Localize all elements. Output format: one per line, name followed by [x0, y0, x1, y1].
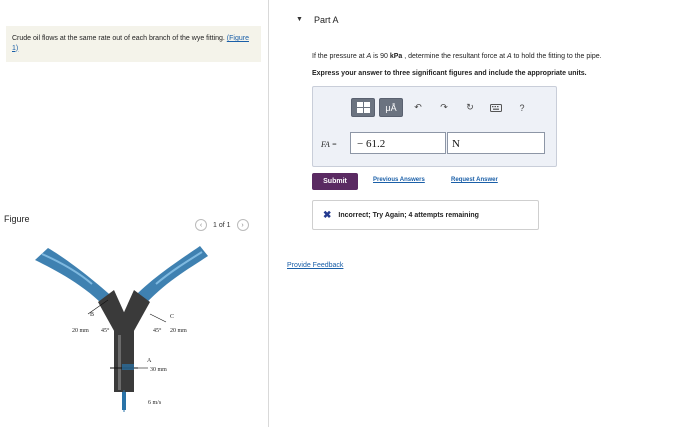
q-end: to hold the fitting to the pipe. — [511, 53, 602, 60]
collapse-icon[interactable]: ▼ — [296, 16, 303, 23]
submit-button[interactable]: Submit — [312, 173, 358, 190]
previous-answers-link[interactable]: Previous Answers — [373, 177, 425, 183]
problem-text — [12, 34, 257, 53]
provide-feedback-link[interactable]: Provide Feedback — [287, 262, 344, 269]
right-flow-highlight — [156, 252, 202, 284]
stem-pipe — [114, 330, 134, 392]
answer-unit-input[interactable]: N — [447, 132, 545, 154]
left-width-label: 20 mm — [72, 328, 89, 334]
answer-value-input[interactable]: − 61.2 — [350, 132, 446, 154]
section-a-marker — [122, 364, 134, 370]
stem-highlight — [118, 335, 121, 390]
q-var-a: A — [366, 53, 372, 60]
figure-heading: Figure — [4, 214, 30, 224]
q-unit: kPa — [389, 53, 403, 60]
feedback-text: Incorrect; Try Again; 4 attempts remaining — [338, 211, 479, 219]
point-b-label: B — [90, 312, 95, 318]
pager-count: 1 of 1 — [213, 221, 231, 229]
template-grid-icon — [357, 102, 370, 113]
right-angle-label: 45° — [153, 328, 162, 334]
q-var-a2: A — [506, 53, 512, 60]
question-text — [312, 53, 602, 60]
help-button[interactable]: ? — [519, 102, 525, 113]
velocity-label: 6 m/s — [148, 400, 162, 406]
undo-icon[interactable]: ↶ — [414, 102, 422, 112]
figure-pager — [195, 219, 249, 231]
wye-fitting-figure — [30, 240, 220, 415]
point-c-label: C — [170, 314, 175, 320]
redo-icon[interactable]: ↷ — [440, 102, 448, 112]
math-toolbar — [351, 98, 533, 117]
panel-divider — [268, 0, 269, 427]
figure-link[interactable]: (Figure 1) — [12, 35, 249, 52]
answer-variable-label: FA = — [321, 140, 337, 149]
q-suffix: , determine the resultant force at — [402, 53, 507, 60]
left-angle-label: 45° — [101, 328, 110, 334]
keyboard-glyph — [490, 104, 502, 112]
pager-prev-button[interactable]: ‹ — [195, 219, 207, 231]
feedback-box — [312, 200, 539, 230]
c-leader — [150, 314, 166, 322]
problem-body: Crude oil flows at the same rate out of each branch of the wye fitting. — [12, 35, 225, 42]
point-a-label: A — [147, 358, 152, 364]
units-button[interactable]: μÅ — [379, 98, 403, 117]
request-answer-link[interactable]: Request Answer — [451, 177, 498, 183]
keyboard-icon[interactable] — [485, 99, 507, 116]
q-prefix: If the pressure at — [312, 53, 367, 60]
answer-panel — [312, 86, 557, 167]
stem-width-label: 30 mm — [150, 367, 167, 373]
q-mid: is 90 — [371, 53, 390, 60]
problem-statement — [6, 26, 261, 62]
pager-next-button[interactable]: › — [237, 219, 249, 231]
right-width-label: 20 mm — [170, 328, 187, 334]
instruction-text: Express your answer to three significant figures and include the appropriate units. — [312, 70, 587, 77]
reset-icon[interactable]: ↻ — [466, 102, 474, 112]
part-title[interactable]: Part A — [314, 15, 339, 25]
incorrect-icon: ✖ — [323, 209, 332, 221]
templates-button[interactable] — [351, 98, 375, 117]
